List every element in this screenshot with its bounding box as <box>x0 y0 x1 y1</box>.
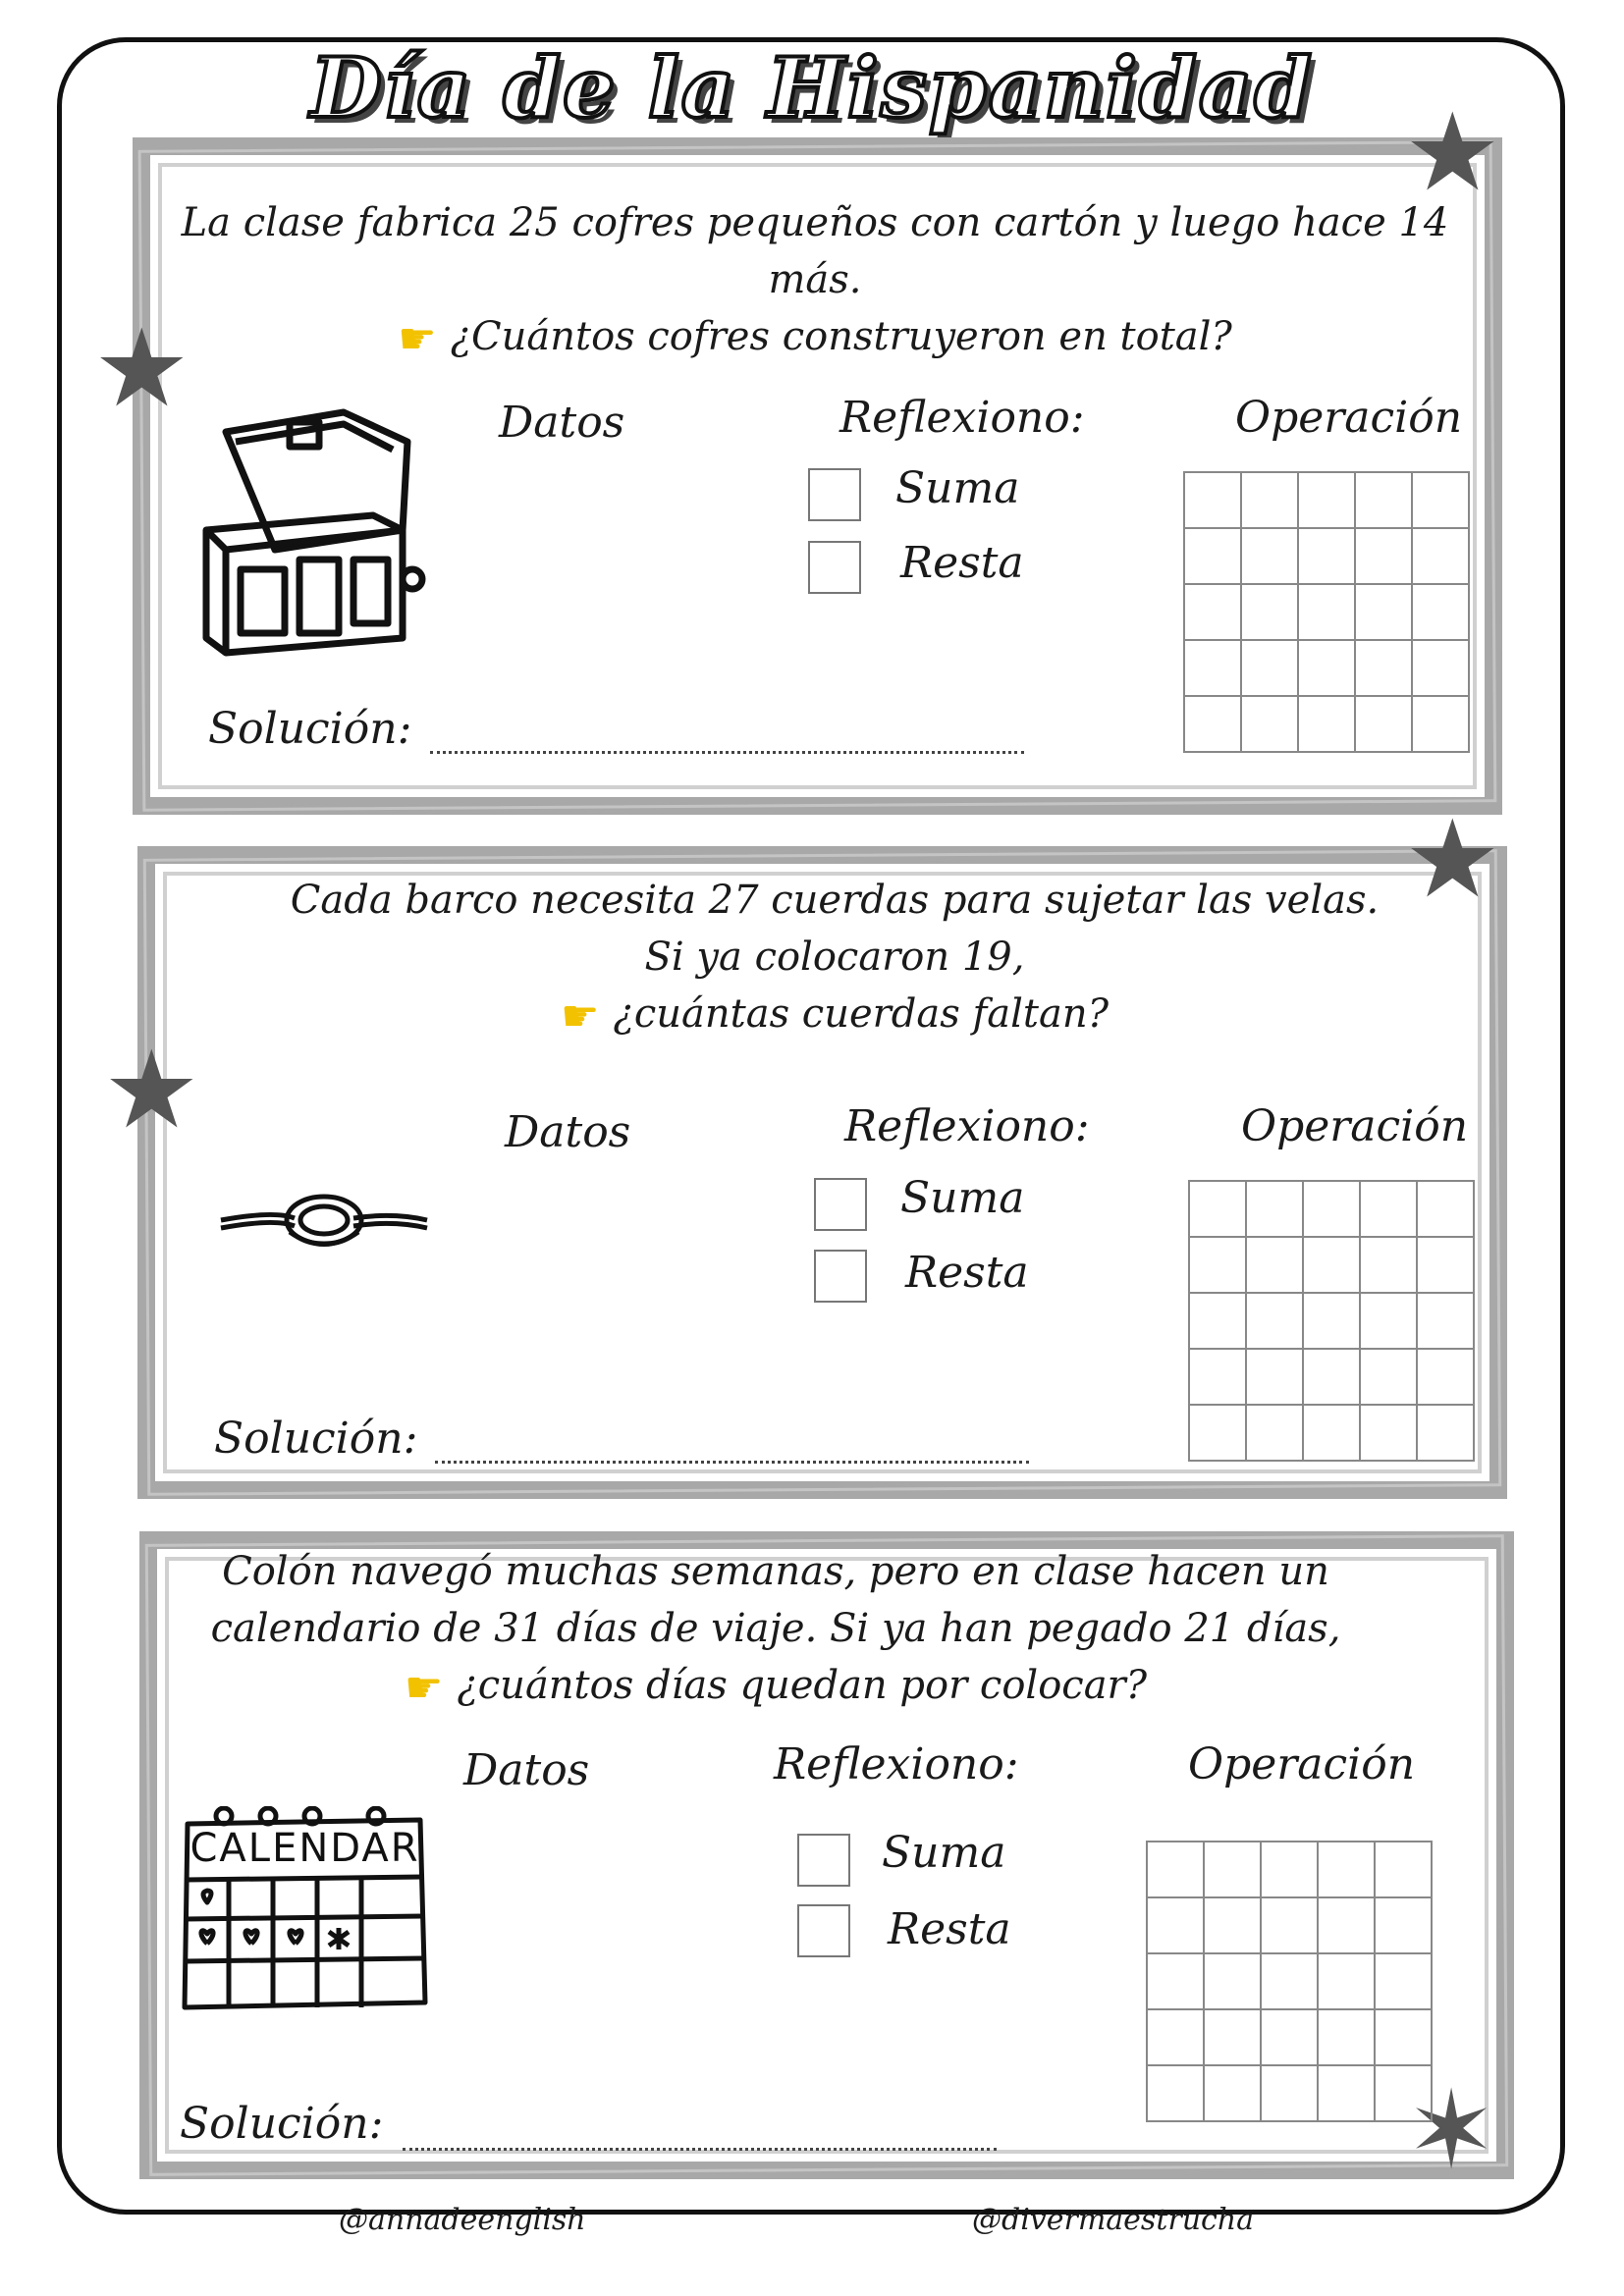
problem-2-resta-label: Resta <box>905 1248 1029 1298</box>
problem-2-resta-checkbox[interactable] <box>814 1250 867 1303</box>
problem-2-suma-label: Suma <box>900 1173 1025 1223</box>
star-icon: ★ <box>1404 796 1501 922</box>
problem-2-line1: Cada barco necesita 27 cuerdas para sujetar las velas. <box>290 878 1380 923</box>
calendar-icon <box>180 1806 430 2012</box>
problem-3-operation-grid[interactable] <box>1146 1841 1433 2122</box>
pointing-hand-icon: ☛ <box>404 1663 444 1713</box>
problem-3-datos-label: Datos <box>463 1745 590 1795</box>
credit-right: @divermaestrucha <box>972 2203 1255 2237</box>
problem-3-solution-line[interactable] <box>403 2148 997 2151</box>
problem-3-question: ¿cuántos días quedan por colocar? <box>457 1663 1148 1708</box>
problem-1-datos-label: Datos <box>499 398 625 448</box>
problem-2-operacion-label: Operación <box>1241 1101 1469 1151</box>
problem-2-operation-grid[interactable] <box>1188 1180 1475 1462</box>
problem-1-suma-checkbox[interactable] <box>808 468 861 521</box>
problem-1-text <box>147 194 1483 368</box>
calendar-label: CALENDAR <box>189 1826 420 1871</box>
problem-1-solution-line[interactable] <box>430 751 1024 754</box>
problem-2-solucion-label: Solución: <box>214 1414 418 1464</box>
problem-1-line1: La clase fabrica 25 cofres pequeños con cartón y luego hace 14 <box>181 200 1449 245</box>
problem-1-reflexiono-label: Reflexiono: <box>839 393 1085 443</box>
problem-1-resta-checkbox[interactable] <box>808 541 861 594</box>
problem-1-solucion-label: Solución: <box>208 704 412 754</box>
problem-2-datos-label: Datos <box>505 1107 631 1157</box>
pointing-hand-icon: ☛ <box>560 991 600 1041</box>
problem-1-operation-grid[interactable] <box>1183 471 1470 753</box>
problem-3-question-row <box>177 1657 1375 1717</box>
problem-2-suma-checkbox[interactable] <box>814 1178 867 1231</box>
page-title: Día de la Hispanidad <box>309 39 1315 136</box>
problem-3-suma-label: Suma <box>882 1828 1006 1878</box>
problem-3-reflexiono-label: Reflexiono: <box>774 1739 1019 1789</box>
problem-3-line2: calendario de 31 días de viaje. Si ya han pegado 21 días, <box>210 1606 1341 1651</box>
star-icon: ★ <box>93 305 190 431</box>
rope-knot-icon <box>216 1183 432 1252</box>
problem-1-question: ¿Cuántos cofres construyeron en total? <box>450 314 1232 359</box>
problem-1-line2: más. <box>768 257 862 302</box>
problem-3-text <box>177 1543 1375 1717</box>
problem-3-resta-checkbox[interactable] <box>797 1904 850 1957</box>
star-icon: ★ <box>103 1027 200 1152</box>
problem-2-question-row <box>196 986 1473 1045</box>
problem-3-resta-label: Resta <box>888 1904 1011 1954</box>
problem-2-solution-line[interactable] <box>435 1461 1029 1464</box>
problem-1-operacion-label: Operación <box>1235 393 1463 443</box>
problem-2-question: ¿cuántas cuerdas faltan? <box>613 991 1110 1037</box>
problem-3-suma-checkbox[interactable] <box>797 1834 850 1887</box>
problem-3-line1: Colón navegó muchas semanas, pero en clase hacen un <box>222 1549 1329 1594</box>
pointing-hand-icon: ☛ <box>398 314 437 364</box>
problem-1-resta-label: Resta <box>900 538 1024 588</box>
star-icon: ✶ <box>1406 2067 1497 2193</box>
problem-1-question-row <box>147 308 1483 368</box>
treasure-chest-icon <box>196 402 432 658</box>
problem-2-reflexiono-label: Reflexiono: <box>844 1101 1090 1151</box>
problem-3-operacion-label: Operación <box>1188 1739 1416 1789</box>
problem-2-line2: Si ya colocaron 19, <box>644 934 1025 980</box>
problem-3-solucion-label: Solución: <box>180 2099 384 2149</box>
problem-2-text <box>196 872 1473 1045</box>
star-icon: ★ <box>1404 89 1501 215</box>
problem-1-suma-label: Suma <box>895 463 1020 513</box>
credit-left: @annadeenglish <box>339 2203 586 2237</box>
